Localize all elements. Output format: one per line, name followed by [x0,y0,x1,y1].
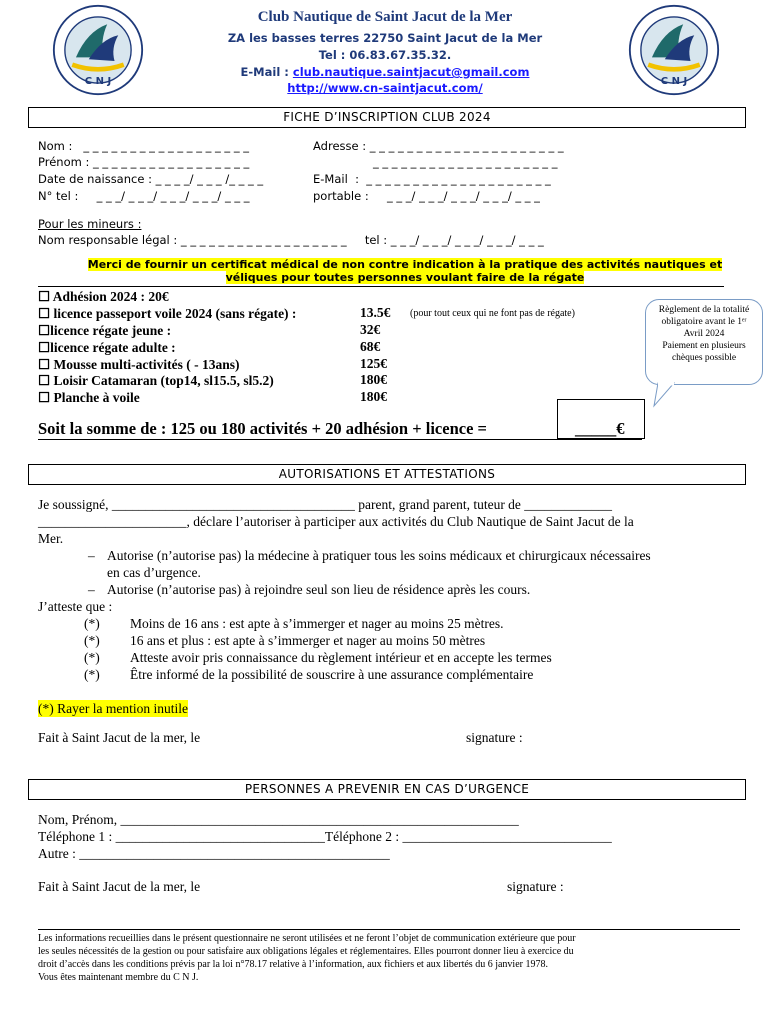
form-title: FICHE D’INSCRIPTION CLUB 2024 [28,107,746,128]
club-email-line [170,64,600,81]
club-address: ZA les basses terres 22750 Saint Jacut de la Mer [227,31,543,45]
atteste-heading: J’atteste que : [38,599,113,614]
signature-label[interactable]: signature : [466,730,523,745]
total-value[interactable]: _____€ [575,419,625,438]
certificate-note-line2: véliques pour toutes personnes voulant faire de la régate [225,271,585,284]
callout-line: chèques possible [671,353,737,363]
club-logo-right [628,4,720,96]
declare-line-end: Mer. [38,531,64,546]
minors-heading: Pour les mineurs : [38,217,142,231]
price-item-regate-adulte[interactable]: ☐licence régate adulte : [38,340,176,355]
prenom-field[interactable]: Prénom : _ _ _ _ _ _ _ _ _ _ _ _ _ _ _ _ _ [38,155,250,169]
logo-initials: C N J [84,76,112,87]
price-item-mousse[interactable]: ☐ Mousse multi-activités ( - 13ans) [38,357,240,372]
price-item-regate-jeune[interactable]: ☐licence régate jeune : [38,323,172,338]
certificate-note-line1: Merci de fournir un certificat médical de non contre indication à la pratique des activités nautiques et [87,258,723,271]
payment-callout [645,299,763,385]
footer-line: Vous êtes maintenant membre du C N J. [38,972,199,983]
nom-field[interactable]: Nom : _ _ _ _ _ _ _ _ _ _ _ _ _ _ _ _ _ _ [38,139,249,153]
price-value: 68€ [360,339,381,354]
price-note: (pour tout ceux qui ne font pas de régate) [410,308,575,319]
dash-bullet: – [88,548,95,563]
je-soussigne-line[interactable]: Je soussigné, ____________________________________ parent, grand parent, tuteur de _____________ [38,497,613,512]
urgence-autre-field[interactable]: Autre : ______________________________________________ [38,846,390,861]
footer-line: les seules nécessités de la gestion ou pour satisfaire aux obligations légales et réglementaires. Elles pourront donner lieu à exercice du [38,946,574,957]
club-website-line [170,80,600,97]
email-label: E-Mail : [240,65,293,79]
divider [38,439,642,440]
urgence-nom-field[interactable]: Nom, Prénom, ___________________________________________________________ [38,812,519,827]
responsable-legal-field[interactable]: Nom responsable légal : _ _ _ _ _ _ _ _ _ _ _ _ _ _ _ _ _ _ tel : _ _ _/ _ _ _/ _ _ _/ _ _ _/ _ _ _ [38,233,544,247]
callout-line: obligatoire avant le 1ᵉʳ [661,317,747,327]
price-value: 13.5€ [360,305,391,320]
portable-field[interactable]: portable : _ _ _/ _ _ _/ _ _ _/ _ _ _/ _ _ _ [313,189,540,203]
attestation-item[interactable]: Atteste avoir pris connaissance du règlement intérieur et en accepte les termes [130,650,552,665]
callout-tail [650,380,680,410]
star-marker: (*) [84,633,100,648]
urgence-title: PERSONNES A PREVENIR EN CAS D’URGENCE [28,779,746,800]
urgence-signature-label[interactable]: signature : [507,879,564,894]
autorisations-title: AUTORISATIONS ET ATTESTATIONS [28,464,746,485]
callout-line: Règlement de la totalité [658,305,750,315]
adresse-field-line2[interactable]: _ _ _ _ _ _ _ _ _ _ _ _ _ _ _ _ _ _ _ _ [373,155,558,169]
price-item-passeport[interactable]: ☐ licence passeport voile 2024 (sans régate) : [38,306,297,321]
autorise-retour[interactable]: Autorise (n’autorise pas) à rejoindre seul son lieu de résidence après les cours. [107,582,531,597]
attestation-item[interactable]: Moins de 16 ans : est apte à s’immerger et nager au moins 25 mètres. [130,616,504,631]
dash-bullet: – [88,582,95,597]
footer-line: droit d’accès dans les conditions prévis par la loi n°78.17 relative à l’information, aux fichiers et aux libertés du 6 janvier 1978. [38,959,548,970]
footer-line: Les informations recueillies dans le présent questionnaire ne seront utilisées et ne feront l’objet de communication extérieure que pour [38,933,576,944]
total-label: Soit la somme de : 125 ou 180 activités + 20 adhésion + licence = [38,419,487,438]
autorise-medecine[interactable]: Autorise (n’autorise pas) la médecine à pratiquer tous les soins médicaux et chirurgicaux nécessaires [107,548,651,563]
fait-a-line[interactable]: Fait à Saint Jacut de la mer, le [38,730,201,745]
tel-field[interactable]: N° tel : _ _ _/ _ _ _/ _ _ _/ _ _ _/ _ _ _ [38,189,250,203]
price-item-adhesion[interactable]: ☐ Adhésion 2024 : 20€ [38,289,169,304]
club-tel: Tel : 06.83.67.35.32. [318,48,452,62]
divider [38,286,724,287]
club-name: Club Nautique de Saint Jacut de la Mer [257,9,513,25]
footer-notice [38,932,748,984]
logo-initials: C N J [660,76,688,87]
urgence-fait-a-line[interactable]: Fait à Saint Jacut de la mer, le [38,879,201,894]
club-logo-left [52,4,144,96]
certificate-note [60,258,750,284]
star-marker: (*) [84,616,100,631]
price-value: 32€ [360,322,381,337]
date-naissance-field[interactable]: Date de naissance : _ _ _ _/ _ _ _ /_ _ _ _ [38,172,264,186]
attestation-item[interactable]: Être informé de la possibilité de souscrire à une assurance complémentaire [130,667,534,682]
price-value: 125€ [360,356,387,371]
declare-line[interactable]: ______________________, déclare l’autoriser à participer aux activités du Club Nautique de Saint Jacut de la [38,514,634,529]
price-value: 180€ [360,372,387,387]
website-link[interactable]: http://www.cn-saintjacut.com/ [287,81,483,95]
autorise-medecine-cont: en cas d’urgence. [107,565,201,580]
rayer-note: (*) Rayer la mention inutile [38,701,188,716]
footer-divider [38,929,740,930]
adresse-field[interactable]: Adresse : _ _ _ _ _ _ _ _ _ _ _ _ _ _ _ _ _ _ _ _ _ [313,139,564,153]
price-item-planche[interactable]: ☐ Planche à voile [38,390,140,405]
callout-line: Paiement en plusieurs [662,341,746,351]
star-marker: (*) [84,667,100,682]
price-item-catamaran[interactable]: ☐ Loisir Catamaran (top14, sl15.5, sl5.2) [38,373,274,388]
price-value: 180€ [360,389,387,404]
email-link[interactable]: club.nautique.saintjacut@gmail.com [292,65,530,79]
urgence-tel-field[interactable]: Téléphone 1 : _______________________________Téléphone 2 : _______________________________ [38,829,612,844]
email-field[interactable]: E-Mail : _ _ _ _ _ _ _ _ _ _ _ _ _ _ _ _ _ _ _ _ [313,172,551,186]
attestation-item[interactable]: 16 ans et plus : est apte à s’immerger et nager au moins 50 mètres [130,633,486,648]
callout-line: Avril 2024 [683,329,725,339]
star-marker: (*) [84,650,100,665]
